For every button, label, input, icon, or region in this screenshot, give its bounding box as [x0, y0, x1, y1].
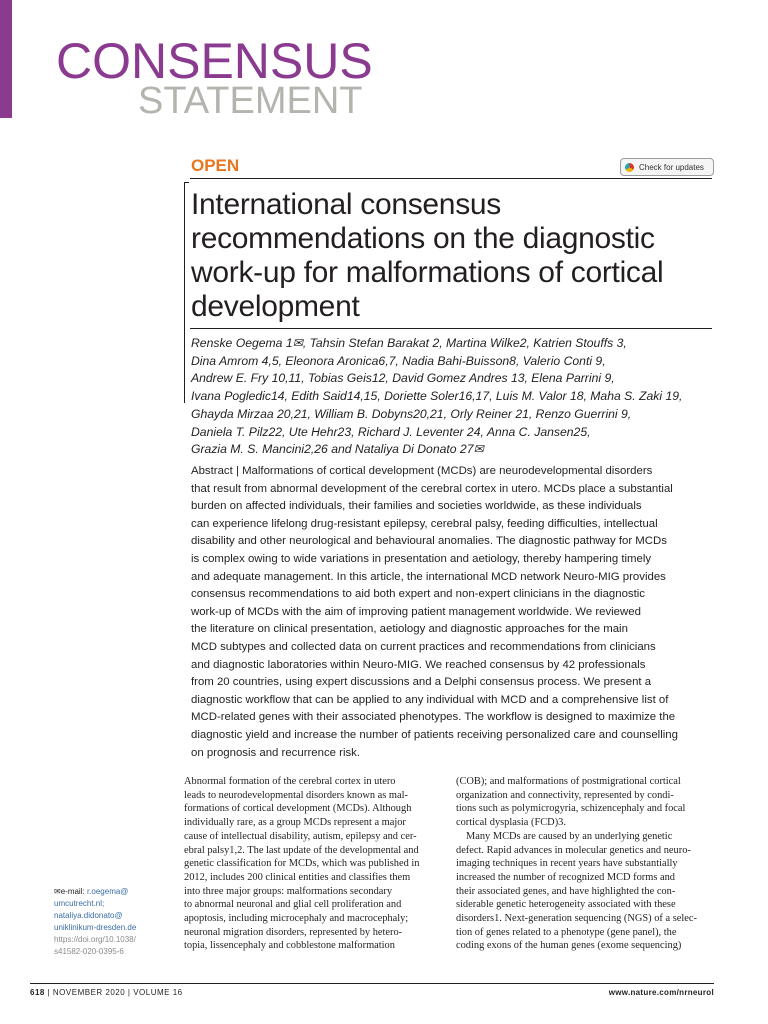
- author-line: Renske Oegema 1✉, Tahsin Stefan Barakat 2, Martina Wilke2, Katrien Stouffs 3,: [191, 336, 627, 350]
- article-title: International consensus recommendations on the diagnostic work-up for malformations of cortical development: [191, 188, 664, 323]
- body-line: increased the number of recognized MCD forms and: [456, 871, 675, 883]
- author-line: Dina Amrom 4,5, Eleonora Aronica6,7, Nadia Bahi-Buisson8, Valerio Conti 9,: [191, 353, 606, 368]
- body-line: formations of cortical development (MCDs). Although: [184, 803, 412, 815]
- check-updates-button[interactable]: [620, 158, 714, 176]
- body-line: 2012, includes 200 clinical entities and classifies them: [184, 871, 411, 883]
- journal-url[interactable]: www.nature.com/nrneurol: [608, 988, 714, 997]
- body-line: topia, lissencephaly and cobblestone malformation: [184, 940, 395, 952]
- abstract-line: MCD subtypes and collected data on current practices and recommendations from clinicians: [191, 640, 656, 653]
- email-link[interactable]: umcutrecht.nl;: [54, 899, 105, 908]
- body-line: imaging techniques in recent years have substantially: [456, 858, 678, 870]
- abstract-line: from 20 countries, using expert discussions and a Delphi consensus process. We present a: [191, 676, 652, 689]
- body-line: cause of intellectual disability, autism, epilepsy and cer-: [184, 830, 417, 842]
- abstract-line: consensus recommendations to aid both expert and non-expert clinicians in the diagnostic: [191, 588, 645, 601]
- body-line: defect. Rapid advances in molecular genetics and neuro-: [456, 844, 691, 856]
- body-line: tion of genes related to a phenotype (gene panel), the: [456, 926, 677, 938]
- footer-rule: [30, 983, 714, 984]
- abstract-line: Abstract | Malformations of cortical development (MCDs) are neurodevelopmental disorders: [191, 465, 653, 477]
- check-updates-label: Check for updates: [639, 162, 704, 172]
- author-list: [191, 335, 711, 459]
- abstract-line: burden on affected individuals, their families and societies worldwide, as these individuals: [191, 500, 642, 513]
- body-line: (COB); and malformations of postmigrational cortical: [456, 776, 681, 787]
- abstract-line: MCD-related genes with their associated phenotypes. The workflow is designed to maximize the: [191, 711, 676, 724]
- title-bracket: [184, 182, 189, 403]
- author-line: Ivana Pogledic14, Edith Said14,15, Doriette Soler16,17, Luis M. Valor 18, Maha S. Zaki 19,: [191, 389, 683, 404]
- open-access-label: OPEN: [191, 156, 240, 175]
- email-label: ✉e-mail:: [54, 887, 85, 896]
- author-line: Ghayda Mirzaa 20,21, William B. Dobyns20,21, Orly Reiner 21, Renzo Guerrini 9,: [191, 406, 632, 421]
- correspondence-note: [54, 886, 174, 958]
- body-line: disorders1. Next-generation sequencing (NGS) of a selec-: [456, 913, 697, 925]
- authors-rule: [190, 328, 712, 329]
- body-line: their associated genes, and have highlighted the con-: [456, 885, 676, 897]
- author-line: Grazia M. S. Mancini2,26 and Nataliya Di Donato 27✉: [191, 442, 484, 457]
- body-line: genetic classification for MCDs, which was published in: [184, 858, 420, 870]
- body-line: organization and connectivity, represented by condi-: [456, 789, 674, 801]
- abstract-line: and adequate management. In this article, the international MCD network Neuro-MIG provides: [191, 570, 666, 583]
- abstract-line: the literature on clinical presentation, aetiology and diagnostic approaches for the main: [191, 623, 628, 636]
- body-line: neuronal migration disorders, represented by hetero-: [184, 926, 403, 938]
- abstract-line: can experience lifelong drug-resistant epilepsy, cerebral palsy, feeding difficulties, intellectual: [191, 517, 658, 530]
- body-line: individually rare, as a group MCDs represent a major: [184, 817, 406, 829]
- doi-link[interactable]: s41582-020-0395-6: [54, 947, 124, 956]
- abstract-line: diagnostic yield and increase the number of patients receiving personalized care and counselling: [191, 728, 678, 741]
- body-column-right: [456, 775, 714, 953]
- body-line: tions such as polymicrogyria, schizencephaly and focal: [456, 803, 686, 815]
- abstract-line: is complex owing to wide variations in presentation and aetiology, thereby hampering timely: [191, 552, 652, 565]
- page-number: 618: [30, 988, 45, 997]
- abstract-line: diagnostic workflow that can be applied to any individual with MCD and a comprehensive list of: [191, 693, 669, 706]
- abstract-line: and diagnostic laboratories within Neuro-MIG. We reached consensus by 42 professionals: [191, 658, 646, 671]
- author-line: Andrew E. Fry 10,11, Tobias Geis12, David Gomez Andres 13, Elena Parrini 9,: [191, 371, 615, 386]
- author-line: Daniela T. Pilz22, Ute Hehr23, Richard J. Leventer 24, Anna C. Jansen25,: [191, 424, 591, 439]
- header-consensus: CONSENSUS: [56, 33, 373, 89]
- abstract-line: on prognosis and recurrence risk.: [191, 746, 361, 759]
- body-line: ebral palsy1,2. The last update of the developmental and: [184, 844, 419, 856]
- body-line: Many MCDs are caused by an underlying genetic: [466, 830, 673, 842]
- body-line: apoptosis, including microcephaly and macrocephaly;: [184, 913, 409, 925]
- body-line: to abnormal neuronal and glial cell proliferation and: [184, 899, 402, 911]
- abstract-line: work-up of MCDs with the aim of improving patient management worldwide. We reviewed: [191, 605, 641, 618]
- body-line: siderable genetic heterogeneity associated with these: [456, 899, 676, 911]
- doi-link[interactable]: https://doi.org/10.1038/: [54, 935, 136, 944]
- header-accent-bar: [0, 0, 12, 118]
- footer-issue: 618 | NOVEMBER 2020 | VOLUME 16: [30, 988, 183, 997]
- title-rule: [190, 178, 712, 179]
- crossmark-icon: [625, 163, 634, 172]
- body-line: leads to neurodevelopmental disorders known as mal-: [184, 789, 408, 801]
- email-link[interactable]: r.oegema@: [86, 887, 129, 896]
- abstract-line: disability and other neurological and behavioural anomalies. The diagnostic pathway for MCDs: [191, 535, 667, 548]
- abstract-line: that result from abnormal development of the cerebral cortex in utero. MCDs place a substantial: [191, 482, 673, 495]
- header-statement: STATEMENT: [138, 80, 363, 122]
- issue-info: NOVEMBER 2020 | VOLUME 16: [52, 988, 183, 997]
- email-link[interactable]: uniklinikum-dresden.de: [54, 923, 137, 932]
- body-line: coding exons of the human genes (exome sequencing): [456, 940, 682, 952]
- abstract: [191, 463, 713, 762]
- body-line: Abnormal formation of the cerebral cortex in utero: [184, 776, 396, 787]
- email-link[interactable]: nataliya.didonato@: [54, 911, 123, 920]
- body-line: cortical dysplasia (FCD)3.: [456, 817, 566, 829]
- body-column-left: [184, 775, 442, 953]
- body-line: into three major groups: malformations secondary: [184, 885, 393, 897]
